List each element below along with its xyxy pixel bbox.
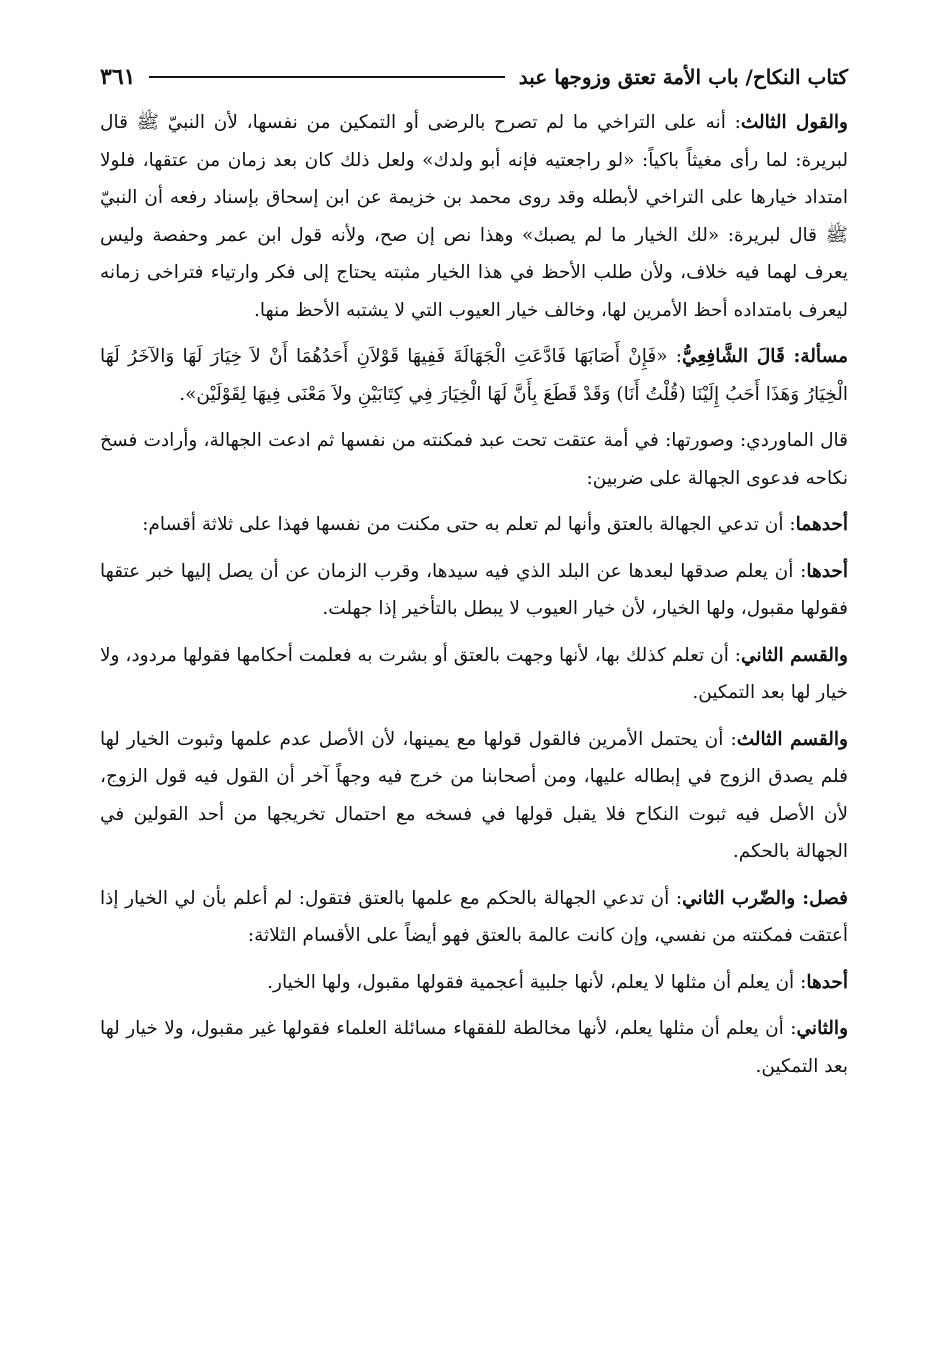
- paragraph-first-subcase: أحدها: أن يعلم أن مثلها لا يعلم، لأنها جلبية أعجمية فقولها مقبول، ولها الخيار.: [267, 971, 848, 993]
- paragraph-text: «فَإِنْ أَصَابَهَا فَادَّعَتِ الْجَهَالَةَ فَفِيهَا قَوْلاَنِ أَحَدُهُمَا أَنْ لاَ خِيَارَ لَهَا وَالآخَرُ لَهَا الْخِيَارُ وَهَذَا أَحَبُ إِلَيْنَا (قُلْتُ أَنَا) وَقَدْ قَطَعَ بِأَنَّ لَهَا الْخِيَارَ فِي كِتَابَيْنِ ولاَ مَعْنَى فِيهَا لِقَوْلَيْن».: [100, 346, 848, 405]
- book-page: [100, 62, 848, 1329]
- paragraph-third-opinion: والقول الثالث: أنه على التراخي ما لم تصرح بالرضى أو التمكين من نفسها، لأن النبيّ ﷺ قال لبريرة: لما رأى مغيثاً باكياً: «لو راجعتيه فإنه أبو ولدك» ولعل ذلك كان بعد زمان من عتقها، فلولا امتداد خيارها على التراخي لأبطله وقد روى محمد بن خزيمة عن ابن إسحاق بإسناد رفعه أن النبيّ ﷺ قال لبريرة: «لك الخيار ما لم يصبك» وهذا نص إن صح، ولأنه قول ابن عمر وحفصة وليس يعرف لهما فيه خلاف، ولأن طلب الأحظ في هذا الخيار مثبته يحتاج إلى فكر وارتياء فتراخى زمانه ليعرف بامتداده أحظ الأمرين لها، وخالف خيار العيوب التي لا يشتبه الأحظ منها.: [100, 112, 848, 321]
- paragraph-text: أنه على التراخي ما لم تصرح بالرضى أو التمكين من نفسها، لأن النبيّ ﷺ قال لبريرة: لما رأى مغيثاً باكياً: «لو راجعتيه فإنه أبو ولدك» ولعل ذلك كان بعد زمان من عتقها، فلولا امتداد خيارها على التراخي لأبطله وقد روى محمد بن خزيمة عن ابن إسحاق بإسناد رفعه أن النبيّ ﷺ قال لبريرة: «لك الخيار ما لم يصبك» وهذا نص إن صح، ولأنه قول ابن عمر وحفصة وليس يعرف لهما فيه خلاف، ولأن طلب الأحظ في هذا الخيار مثبته يحتاج إلى فكر وارتياء فتراخى زمانه ليعرف بامتداده أحظ الأمرين لها، وخالف خيار العيوب التي لا يشتبه الأحظ منها.: [100, 112, 848, 321]
- header-rule: [149, 76, 504, 78]
- chapter-title: كتاب النكاح/ باب الأمة تعتق وزوجها عبد: [518, 65, 848, 89]
- paragraph-second-case: والقسم الثاني: أن تعلم كذلك بها، لأنها وجهت بالعتق أو بشرت به فعلمت أحكامها فقولها مردود، ولا خيار لها بعد التمكين.: [100, 644, 848, 703]
- paragraph-lead: والقسم الثالث: [736, 728, 848, 750]
- paragraph-second-subcase: والثاني: أن يعلم أن مثلها يعلم، لأنها مخالطة للفقهاء مسائلة العلماء فقولها غير مقبول، ولا خيار لها بعد التمكين.: [100, 1018, 848, 1077]
- paragraph-text: أن يعلم أن مثلها يعلم، لأنها مخالطة للفقهاء مسائلة العلماء فقولها غير مقبول، ولا خيار لها بعد التمكين.: [100, 1018, 848, 1077]
- paragraph-third-case: والقسم الثالث: أن يحتمل الأمرين فالقول قولها مع يمينها، لأن الأصل عدم علمها وثبوت الخيار لها فلم يصدق الزوج في إبطاله عليها، ومن أصحابنا من خرج فيه وجهاً آخر أن القول فيه قول الزوج، لأن الأصل فيه ثبوت النكاح فلا يقبل قولها في فسخه مع احتمال تخريجها من أحد القولين في الجهالة بالحكم.: [100, 728, 848, 862]
- paragraph-lead: والقسم الثاني: [741, 644, 848, 666]
- paragraph-text: أن يحتمل الأمرين فالقول قولها مع يمينها، لأن الأصل عدم علمها وثبوت الخيار لها فلم يصدق الزوج في إبطاله عليها، ومن أصحابنا من خرج فيه وجهاً آخر أن القول فيه قول الزوج، لأن الأصل فيه ثبوت النكاح فلا يقبل قولها في فسخه مع احتمال تخريجها من أحد القولين في الجهالة بالحكم.: [100, 728, 848, 862]
- paragraph-text: قال الماوردي: وصورتها: في أمة عتقت تحت عبد فمكنته من نفسها ثم ادعت الجهالة، وأرادت فسخ نكاحه فدعوى الجهالة على ضربين:: [100, 430, 848, 489]
- running-header: [100, 62, 848, 92]
- paragraph-lead: أحدها: [806, 971, 848, 993]
- paragraph-section-second-type: فصل: والضّرب الثاني: أن تدعي الجهالة بالحكم مع علمها بالعتق فتقول: لم أعلم بأن لي الخيار إذا أعتقت فمكنته من نفسي، وإن كانت عالمة بالعتق فهو أيضاً على الأقسام الثلاثة:: [100, 887, 848, 946]
- paragraph-first-case: أحدها: أن يعلم صدقها لبعدها عن البلد الذي فيه سيدها، وقرب الزمان عن أن يصل إليها خبر عتقها فقولها مقبول، ولها الخيار، لأن خيار العيوب لا يبطل بالتأخير إذا جهلت.: [100, 560, 848, 619]
- paragraph-shafii-issue: مسألة: قَالَ الشَّافِعِيُّ: «فَإِنْ أَصَابَهَا فَادَّعَتِ الْجَهَالَةَ فَفِيهَا قَوْلاَنِ أَحَدُهُمَا أَنْ لاَ خِيَارَ لَهَا وَالآخَرُ لَهَا الْخِيَارُ وَهَذَا أَحَبُ إِلَيْنَا (قُلْتُ أَنَا) وَقَدْ قَطَعَ بِأَنَّ لَهَا الْخِيَارَ فِي كِتَابَيْنِ ولاَ مَعْنَى فِيهَا لِقَوْلَيْن».: [100, 346, 848, 405]
- paragraph-lead: أحدهما: [795, 514, 848, 535]
- page-number: ٣٦١: [100, 64, 136, 90]
- paragraph-text: أن تدعي الجهالة بالحكم مع علمها بالعتق فتقول: لم أعلم بأن لي الخيار إذا أعتقت فمكنته من نفسي، وإن كانت عالمة بالعتق فهو أيضاً على الأقسام الثلاثة:: [100, 887, 848, 946]
- paragraph-text: أن يعلم أن مثلها لا يعلم، لأنها جلبية أعجمية فقولها مقبول، ولها الخيار.: [267, 971, 795, 993]
- paragraph-text: أن تعلم كذلك بها، لأنها وجهت بالعتق أو بشرت به فعلمت أحكامها فقولها مردود، ولا خيار لها بعد التمكين.: [100, 644, 848, 703]
- paragraph-text: أن تدعي الجهالة بالعتق وأنها لم تعلم به حتى مكنت من نفسها فهذا على ثلاثة أقسام:: [142, 514, 784, 535]
- paragraph-lead: أحدها: [806, 560, 848, 582]
- paragraph-lead: والقول الثالث: [740, 112, 848, 133]
- paragraph-first-type: أحدهما: أن تدعي الجهالة بالعتق وأنها لم تعلم به حتى مكنت من نفسها فهذا على ثلاثة أقسام:: [142, 514, 848, 535]
- paragraph-lead: والثاني: [796, 1018, 848, 1039]
- paragraph-text: أن يعلم صدقها لبعدها عن البلد الذي فيه سيدها، وقرب الزمان عن أن يصل إليها خبر عتقها فقولها مقبول، ولها الخيار، لأن خيار العيوب لا يبطل بالتأخير إذا جهلت.: [100, 560, 848, 619]
- paragraph-lead: فصل: والضّرب الثاني: [682, 887, 848, 909]
- paragraph-mawardi: [100, 422, 848, 497]
- paragraph-lead: مسألة: قَالَ الشَّافِعِيُّ: [682, 346, 848, 367]
